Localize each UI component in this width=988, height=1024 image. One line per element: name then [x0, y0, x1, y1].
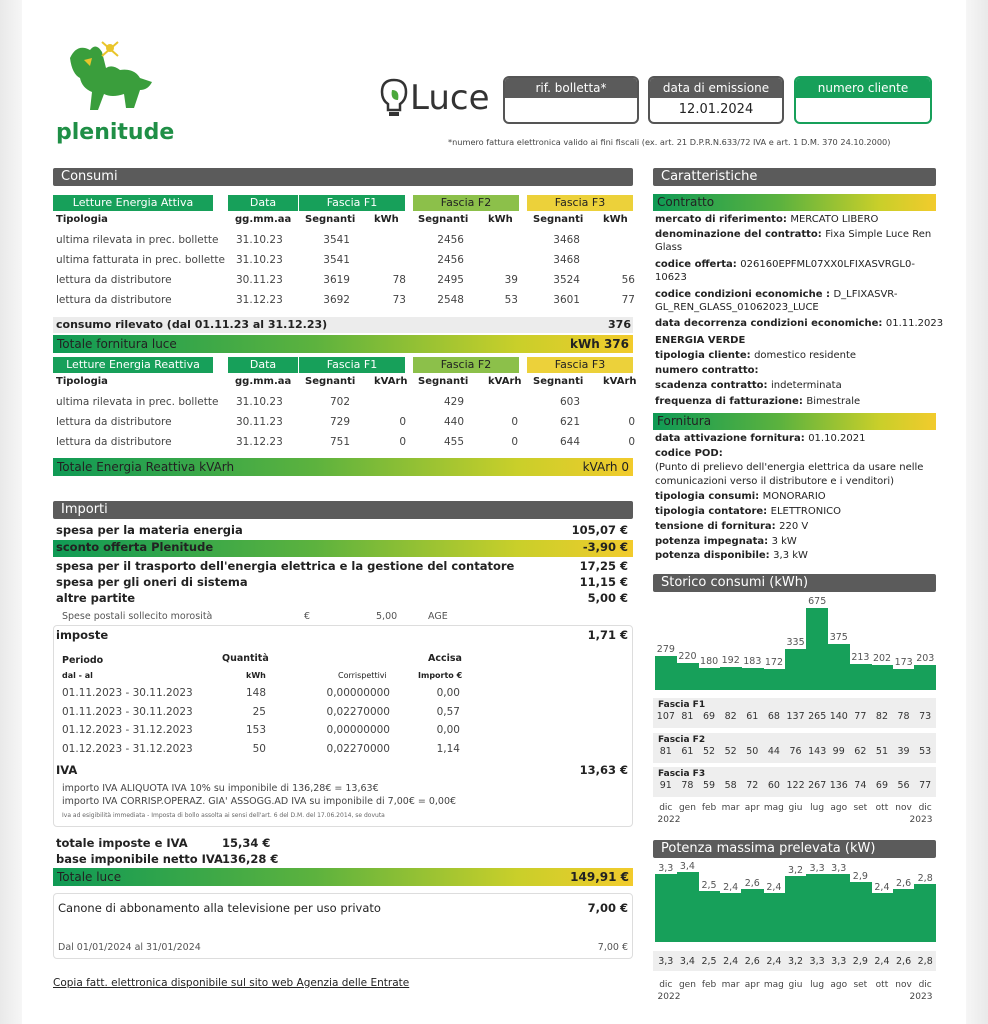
data-emissione-label: data di emissione — [650, 78, 782, 98]
imposte-cell-1-1: 25 — [252, 705, 266, 718]
attiva-cell-3-1: 31.12.23 — [236, 294, 283, 306]
reattiva-subheader-3: kVArh — [374, 376, 408, 387]
importo-value-0: 105,07 € — [571, 523, 628, 537]
imposte-cell-1-3: 0,57 — [436, 705, 460, 718]
attiva-subheader-6: Segnanti — [533, 214, 584, 225]
potenza-month-8: ago — [830, 980, 848, 990]
totale-luce-value: 149,91 € — [570, 870, 629, 884]
storico-month-2: feb — [701, 803, 717, 813]
storico-start-year: 2022 — [657, 815, 681, 825]
potenza-value-label-8: 3,3 — [831, 863, 847, 875]
imposte-cell-3-2: 0,02270000 — [326, 742, 390, 755]
storico-fascia-label-1: Fascia F2 — [658, 735, 706, 745]
potenza-bottom-label-2: 2,5 — [701, 956, 717, 967]
imposte-cell-1-2: 0,02270000 — [326, 705, 390, 718]
potenza-month-5: mag — [763, 980, 784, 990]
imposte-cell-2-2: 0,00000000 — [326, 724, 390, 736]
imposte-cell-3-3: 1,14 — [436, 742, 460, 755]
reattiva-cell-1-1: 30.11.23 — [236, 416, 283, 428]
attiva-subheader-0: Tipologia — [56, 214, 108, 225]
attiva-cell-0-4: 2456 — [437, 234, 464, 246]
iva-value: 13,63 € — [579, 763, 628, 777]
storico-month-5: mag — [763, 803, 784, 813]
reattiva-cell-1-3: 0 — [399, 416, 406, 428]
potenza-month-7: lug — [810, 980, 825, 990]
storico-month-0: dic — [659, 803, 673, 813]
contratto-bar — [653, 194, 936, 211]
storico-fascia-0-value-12: 73 — [919, 711, 932, 722]
storico-value-label-9: 213 — [851, 652, 870, 664]
attiva-cell-2-4: 2495 — [437, 274, 464, 286]
storico-bar-5 — [763, 669, 785, 690]
attiva-cell-3-5: 53 — [504, 294, 518, 306]
brand-name: plenitude — [56, 120, 175, 145]
storico-bar-4 — [741, 668, 763, 690]
storico-value-label-2: 180 — [700, 656, 719, 668]
spese-postali-code: AGE — [428, 611, 448, 622]
totale-luce-label: Totale luce — [57, 870, 122, 884]
potenza-bar-7 — [806, 874, 828, 942]
attiva-cell-3-0: lettura da distributore — [56, 294, 172, 306]
imposte-cell-2-3: 0,00 — [436, 724, 460, 736]
storico-fascia-label-2: Fascia F3 — [658, 769, 706, 779]
totale-reattiva-bar — [53, 458, 633, 476]
imposte-h1-2: Accisa — [428, 653, 462, 664]
storico-fascia-0-value-0: 107 — [656, 711, 675, 722]
storico-fascia-label-0: Fascia F1 — [658, 700, 706, 710]
attiva-cell-2-7: 56 — [621, 274, 635, 286]
potenza-value-label-3: 2,4 — [723, 881, 739, 893]
storico-bar-3 — [720, 667, 742, 690]
attiva-cell-0-1: 31.10.23 — [236, 234, 283, 246]
storico-value-label-5: 172 — [764, 657, 784, 669]
reattiva-header-4: Fascia F3 — [527, 357, 633, 373]
potenza-month-10: ott — [875, 980, 889, 990]
storico-fascia-1-value-9: 62 — [854, 746, 867, 757]
storico-fascia-2-value-7: 267 — [808, 780, 827, 791]
canone-label: Canone di abbonamento alla televisione per uso privato — [58, 901, 381, 915]
potenza-bar-12 — [914, 884, 936, 942]
potenza-bottom-label-6: 3,2 — [787, 956, 804, 967]
reattiva-cell-0-6: 603 — [559, 396, 580, 408]
storico-fascia-0-value-11: 78 — [897, 711, 910, 722]
potenza-bar-10 — [871, 893, 893, 942]
iva-line-2: importo IVA CORRISP.OPERAZ. GIA' ASSOGG.AD IVA su imponibile di 7,00€ = 0,00€ — [62, 796, 457, 807]
importo-label-1: sconto offerta Plenitude — [56, 540, 214, 554]
scan-edge-right — [966, 0, 988, 1024]
consumo-rilevato-value: 376 — [608, 318, 631, 331]
reattiva-cell-1-2: 729 — [329, 416, 350, 428]
storico-fascia-0-value-4: 61 — [746, 711, 759, 722]
attiva-cell-3-2: 3692 — [323, 294, 350, 306]
potenza-title: Potenza massima prelevata (kW) — [653, 840, 936, 858]
numero-cliente-box — [794, 76, 932, 124]
spese-postali-currency: € — [304, 611, 311, 622]
attiva-subheader-7: kWh — [603, 214, 628, 225]
base-imponibile-label: base imponibile netto IVA — [56, 852, 223, 866]
storico-bar-11 — [893, 669, 915, 690]
imposte-label: imposte — [56, 628, 109, 642]
storico-bar-1 — [677, 663, 699, 690]
imposte-cell-0-2: 0,00000000 — [326, 687, 390, 699]
importo-value-3: 11,15 € — [579, 575, 628, 589]
potenza-bottom-label-1: 3,4 — [679, 956, 695, 967]
attiva-header-1: Data — [228, 195, 298, 211]
scan-edge-left — [0, 0, 22, 1024]
potenza-value-label-4: 2,6 — [744, 877, 760, 889]
attiva-subheader-1: gg.mm.aa — [235, 214, 292, 225]
storico-fascia-2-value-2: 59 — [702, 780, 716, 791]
totale-imposte-value: 15,34 € — [222, 836, 271, 850]
fornitura-bar — [653, 413, 936, 430]
plenitude-logo-icon — [62, 38, 162, 118]
attiva-cell-2-2: 3619 — [323, 274, 350, 286]
imposte-h1-0: Periodo — [62, 655, 104, 666]
attiva-cell-3-4: 2548 — [437, 294, 464, 306]
storico-bar-8 — [828, 644, 850, 690]
storico-title: Storico consumi (kWh) — [653, 574, 936, 592]
attiva-cell-1-2: 3541 — [323, 254, 350, 266]
storico-value-label-6: 335 — [786, 637, 805, 649]
data-emissione-box — [648, 76, 784, 124]
potenza-bar-1 — [677, 872, 699, 942]
storico-value-label-0: 279 — [656, 644, 675, 656]
storico-bar-6 — [785, 649, 807, 690]
totale-fornitura-value: kWh 376 — [570, 337, 629, 351]
canone-value: 7,00 € — [587, 901, 628, 915]
storico-bar-12 — [914, 665, 936, 690]
potenza-bottom-label-8: 3,3 — [831, 956, 847, 967]
storico-fascia-1-value-1: 61 — [681, 746, 694, 757]
reattiva-subheader-4: Segnanti — [418, 376, 469, 387]
storico-fascia-1-value-12: 53 — [919, 746, 932, 757]
storico-fascia-0-value-2: 69 — [702, 711, 716, 722]
bulb-icon — [378, 78, 410, 118]
storico-fascia-0-value-3: 82 — [724, 711, 737, 722]
reattiva-cell-0-1: 31.10.23 — [236, 396, 283, 408]
potenza-month-0: dic — [659, 980, 673, 990]
reattiva-cell-2-1: 31.12.23 — [236, 436, 283, 448]
reattiva-subheader-5: kVArh — [488, 376, 522, 387]
consumi-title: Consumi — [53, 168, 633, 186]
potenza-month-6: giu — [788, 980, 803, 990]
storico-fascia-1-value-7: 143 — [808, 746, 827, 757]
storico-fascia-1-value-10: 51 — [875, 746, 888, 757]
storico-bar-9 — [850, 664, 872, 690]
attiva-cell-0-0: ultima rilevata in prec. bollette — [56, 234, 219, 246]
potenza-bar-4 — [741, 889, 763, 942]
potenza-bottom-label-7: 3,3 — [809, 956, 825, 967]
attiva-cell-2-0: lettura da distributore — [56, 274, 172, 286]
storico-month-3: mar — [721, 803, 740, 813]
potenza-month-9: set — [853, 980, 868, 990]
storico-end-year: 2023 — [909, 815, 933, 825]
attiva-header-4: Fascia F3 — [527, 195, 633, 211]
storico-fascia-2-value-1: 78 — [681, 780, 694, 791]
reattiva-header-3: Fascia F2 — [413, 357, 519, 373]
storico-fascia-1-value-11: 39 — [897, 746, 910, 757]
potenza-value-label-0: 3,3 — [658, 863, 674, 875]
storico-month-8: ago — [830, 803, 848, 813]
storico-fascia-1-value-0: 81 — [659, 746, 672, 757]
storico-month-7: lug — [810, 803, 825, 813]
potenza-value-label-7: 3,3 — [809, 863, 825, 875]
imposte-cell-0-0: 01.11.2023 - 30.11.2023 — [62, 687, 193, 699]
potenza-bar-9 — [850, 882, 872, 942]
storico-fascia-1-value-8: 99 — [832, 746, 845, 757]
potenza-month-3: mar — [721, 980, 740, 990]
spese-postali-amount: 5,00 — [376, 611, 398, 622]
reattiva-cell-2-3: 0 — [399, 436, 406, 448]
imposte-value: 1,71 € — [587, 628, 628, 642]
imposte-cell-2-0: 01.12.2023 - 31.12.2023 — [62, 724, 193, 736]
imposte-h2-3: Importo € — [418, 671, 463, 680]
storico-month-6: giu — [788, 803, 803, 813]
storico-fascia-2-value-9: 74 — [854, 780, 867, 791]
reattiva-cell-0-0: ultima rilevata in prec. bollette — [56, 396, 219, 408]
data-emissione-value: 12.01.2024 — [678, 102, 754, 117]
iva-note: Iva ad esigibilità immediata - Imposta di bollo assolta ai sensi dell'art. 6 del D.M. del 17.06.2014, se dovuta — [62, 812, 385, 819]
attiva-cell-1-4: 2456 — [437, 254, 464, 266]
reattiva-cell-1-7: 0 — [628, 416, 635, 428]
potenza-bar-6 — [785, 876, 807, 942]
potenza-value-label-1: 3,4 — [679, 861, 695, 873]
storico-value-label-4: 183 — [743, 655, 762, 667]
attiva-header-0: Letture Energia Attiva — [53, 195, 213, 211]
attiva-subheader-2: Segnanti — [305, 214, 356, 225]
storico-month-11: nov — [895, 803, 912, 813]
potenza-value-label-9: 2,9 — [852, 871, 868, 883]
storico-value-label-12: 203 — [916, 653, 935, 665]
potenza-bottom-label-11: 2,6 — [896, 956, 912, 967]
imposte-cell-0-3: 0,00 — [436, 687, 460, 699]
storico-fascia-1-value-6: 76 — [789, 746, 802, 757]
consumo-rilevato-label: consumo rilevato (dal 01.11.23 al 31.12.23) — [56, 318, 328, 331]
totale-fornitura-bar — [53, 335, 633, 353]
numero-cliente-label: numero cliente — [796, 78, 930, 98]
attiva-cell-2-1: 30.11.23 — [236, 274, 283, 286]
storico-value-label-11: 173 — [894, 656, 913, 668]
attiva-cell-1-1: 31.10.23 — [236, 254, 283, 266]
storico-fascia-0-value-7: 265 — [808, 711, 827, 722]
potenza-value-label-10: 2,4 — [874, 881, 890, 893]
attiva-cell-3-6: 3601 — [553, 294, 580, 306]
storico-fascia-2-value-4: 72 — [746, 780, 759, 791]
potenza-value-label-11: 2,6 — [896, 877, 912, 889]
contratto-title: Contratto — [657, 195, 715, 209]
potenza-bar-3 — [720, 893, 742, 942]
attiva-cell-3-3: 73 — [392, 294, 406, 306]
importo-value-2: 17,25 € — [579, 559, 628, 573]
potenza-bottom-label-9: 2,9 — [852, 956, 868, 967]
storico-month-12: dic — [918, 803, 932, 813]
importo-value-1: -3,90 € — [582, 540, 628, 554]
canone-period-value: 7,00 € — [597, 942, 628, 953]
attiva-cell-2-6: 3524 — [553, 274, 580, 286]
attiva-header-2: Fascia F1 — [299, 195, 405, 211]
reattiva-header-1: Data — [228, 357, 298, 373]
reattiva-cell-2-5: 0 — [511, 436, 518, 448]
potenza-value-label-12: 2,8 — [917, 873, 933, 885]
rif-bolletta-box — [503, 76, 639, 124]
imposte-cell-3-0: 01.12.2023 - 31.12.2023 — [62, 742, 193, 755]
potenza-bottom-label-10: 2,4 — [874, 956, 890, 967]
importi-title: Importi — [53, 501, 633, 519]
spese-postali-label: Spese postali sollecito morosità — [62, 611, 213, 622]
potenza-bar-0 — [655, 874, 677, 942]
storico-fascia-2-value-11: 56 — [897, 780, 910, 791]
storico-bar-10 — [871, 665, 893, 690]
attiva-subheader-5: kWh — [488, 214, 513, 225]
potenza-value-label-2: 2,5 — [701, 879, 717, 891]
potenza-month-11: nov — [895, 980, 912, 990]
attiva-subheader-4: Segnanti — [418, 214, 469, 225]
storico-value-label-8: 375 — [829, 632, 848, 644]
base-imponibile-value: 136,28 € — [222, 852, 279, 866]
reattiva-subheader-2: Segnanti — [305, 376, 356, 387]
attiva-cell-0-2: 3541 — [323, 234, 350, 246]
reattiva-cell-1-6: 621 — [559, 416, 580, 428]
importo-label-3: spesa per gli oneri di sistema — [56, 575, 248, 589]
potenza-bar-5 — [763, 893, 785, 942]
canone-period: Dal 01/01/2024 al 31/01/2024 — [58, 942, 201, 953]
storico-fascia-2-value-0: 91 — [659, 780, 672, 791]
storico-bar-2 — [698, 668, 720, 690]
imposte-h2-2: Corrispettivi — [338, 671, 387, 680]
potenza-value-label-5: 2,4 — [766, 881, 782, 893]
storico-fascia-1-value-3: 52 — [724, 746, 737, 757]
rif-bolletta-label: rif. bolletta* — [505, 78, 637, 98]
reattiva-subheader-6: Segnanti — [533, 376, 584, 387]
storico-fascia-0-value-6: 137 — [786, 711, 805, 722]
storico-bar-7 — [806, 608, 828, 690]
importo-label-0: spesa per la materia energia — [56, 523, 243, 537]
potenza-month-1: gen — [678, 980, 696, 990]
potenza-bottom-label-3: 2,4 — [723, 956, 739, 967]
potenza-bottom-label-0: 3,3 — [658, 956, 674, 967]
reattiva-cell-2-7: 0 — [628, 436, 635, 448]
importo-label-2: spesa per il trasporto dell'energia elettrica e la gestione del contatore — [56, 559, 515, 573]
attiva-cell-1-6: 3468 — [553, 254, 580, 266]
totale-luce-bar — [53, 868, 633, 886]
storico-fascia-0-value-8: 140 — [829, 711, 848, 722]
potenza-bar-8 — [828, 874, 850, 942]
reattiva-cell-2-6: 644 — [559, 436, 580, 448]
potenza-bar-11 — [893, 889, 915, 942]
storico-month-1: gen — [678, 803, 696, 813]
imposte-cell-0-1: 148 — [245, 687, 266, 699]
attiva-subheader-3: kWh — [374, 214, 399, 225]
reattiva-cell-2-4: 455 — [443, 436, 464, 448]
totale-fornitura-label: Totale fornitura luce — [57, 337, 177, 351]
potenza-end-year: 2023 — [909, 992, 933, 1002]
product-luce: Luce — [410, 78, 490, 118]
reattiva-cell-2-0: lettura da distributore — [56, 436, 172, 448]
potenza-bottom-label-4: 2,6 — [744, 956, 760, 967]
reattiva-header-0: Letture Energia Reattiva — [53, 357, 213, 373]
potenza-month-4: apr — [744, 980, 760, 990]
storico-value-label-7: 675 — [808, 596, 827, 608]
potenza-bottom-label-12: 2,8 — [917, 956, 933, 967]
reattiva-subheader-0: Tipologia — [56, 376, 108, 387]
storico-fascia-2-value-12: 77 — [919, 780, 932, 791]
storico-fascia-1-value-4: 50 — [746, 746, 759, 757]
attiva-cell-3-7: 77 — [621, 294, 635, 306]
iva-line-1: importo IVA ALIQUOTA IVA 10% su imponibile di 136,28€ = 13,63€ — [62, 783, 379, 794]
storico-fascia-2-value-5: 60 — [767, 780, 780, 791]
reattiva-cell-0-4: 429 — [443, 396, 464, 408]
note-fattura: *numero fattura elettronica valido ai fini fiscali (ex. art. 21 D.P.R.N.633/72 IVA e art. 1 D.M. 370 24.10.2000) — [448, 137, 891, 147]
storico-fascia-0-value-5: 68 — [767, 711, 780, 722]
storico-value-label-3: 192 — [721, 654, 740, 666]
attiva-cell-1-0: ultima fatturata in prec. bollette — [56, 254, 225, 266]
attiva-header-3: Fascia F2 — [413, 195, 519, 211]
fornitura-title: Fornitura — [657, 414, 712, 428]
storico-fascia-0-value-10: 82 — [875, 711, 888, 722]
attiva-cell-0-6: 3468 — [553, 234, 580, 246]
reattiva-cell-1-5: 0 — [511, 416, 518, 428]
importo-label-4: altre partite — [56, 591, 136, 605]
reattiva-cell-1-4: 440 — [443, 416, 464, 428]
storico-month-4: apr — [744, 803, 760, 813]
totale-reattiva-label: Totale Energia Reattiva kVArh — [57, 460, 235, 474]
imposte-cell-3-1: 50 — [252, 742, 266, 755]
potenza-month-12: dic — [918, 980, 932, 990]
storico-fascia-2-value-10: 69 — [875, 780, 888, 791]
reattiva-cell-2-2: 751 — [329, 436, 350, 448]
imposte-cell-1-0: 01.11.2023 - 30.11.2023 — [62, 705, 193, 718]
imposte-h2-0: dal - al — [62, 671, 93, 680]
storico-fascia-1-value-2: 52 — [702, 746, 716, 757]
reattiva-cell-1-0: lettura da distributore — [56, 416, 172, 428]
potenza-bar-2 — [698, 891, 720, 942]
iva-label: IVA — [56, 763, 78, 777]
storico-fascia-0-value-1: 81 — [681, 711, 694, 722]
reattiva-cell-0-2: 702 — [329, 396, 350, 408]
imposte-cell-2-1: 153 — [245, 724, 266, 736]
storico-fascia-2-value-8: 136 — [829, 780, 848, 791]
storico-fascia-1-value-5: 44 — [767, 746, 780, 757]
storico-month-10: ott — [875, 803, 889, 813]
totale-reattiva-value: kVArh 0 — [582, 460, 629, 474]
storico-month-9: set — [853, 803, 868, 813]
caratteristiche-title: Caratteristiche — [653, 168, 936, 186]
storico-bar-0 — [655, 656, 677, 690]
importo-value-4: 5,00 € — [587, 591, 628, 605]
attiva-cell-2-5: 39 — [504, 274, 518, 286]
potenza-value-label-6: 3,2 — [787, 865, 804, 877]
imposte-h1-1: Quantità — [222, 653, 269, 664]
potenza-start-year: 2022 — [657, 992, 681, 1002]
storico-value-label-1: 220 — [678, 651, 697, 663]
storico-fascia-2-value-3: 58 — [724, 780, 737, 791]
storico-fascia-2-value-6: 122 — [786, 780, 805, 791]
reattiva-header-2: Fascia F1 — [299, 357, 405, 373]
totale-imposte-label: totale imposte e IVA — [56, 836, 188, 850]
attiva-cell-2-3: 78 — [392, 274, 406, 286]
imposte-h2-1: kWh — [246, 671, 266, 680]
reattiva-subheader-1: gg.mm.aa — [235, 376, 292, 387]
copia-fattura-link[interactable]: Copia fatt. elettronica disponibile sul sito web Agenzia delle Entrate — [53, 977, 410, 989]
reattiva-subheader-7: kVArh — [603, 376, 637, 387]
storico-value-label-10: 202 — [872, 653, 892, 665]
storico-fascia-0-value-9: 77 — [854, 711, 867, 722]
potenza-bottom-label-5: 2,4 — [766, 956, 782, 967]
potenza-month-2: feb — [701, 980, 717, 990]
